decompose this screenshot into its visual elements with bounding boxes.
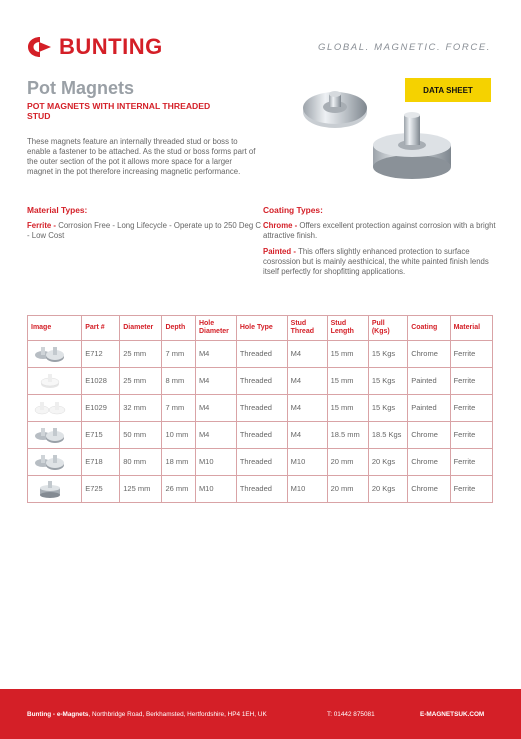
table-cell: 18 mm	[162, 449, 195, 476]
tagline: GLOBAL. MAGNETIC. FORCE.	[317, 42, 491, 53]
table-cell: M4	[287, 395, 327, 422]
column-header: Material	[450, 316, 492, 341]
table-cell: Chrome	[408, 476, 450, 503]
table-row	[28, 449, 493, 476]
table-cell: Chrome	[408, 449, 450, 476]
page-subtitle: POT MAGNETS WITH INTERNAL THREADED STUD	[27, 101, 211, 121]
column-header: Hole Diameter	[195, 316, 236, 341]
table-cell: 20 Kgs	[368, 449, 407, 476]
table-cell: M4	[287, 341, 327, 368]
table-cell: 15 mm	[327, 368, 368, 395]
coating-description: Offers excellent protection against corrosion with a bright attractive finish.	[263, 221, 496, 240]
footer-website-link[interactable]: E-MAGNETSUK.COM	[420, 711, 485, 718]
material-types-heading: Material Types:	[27, 205, 88, 215]
spec-table	[27, 315, 493, 503]
coating-types-heading: Coating Types:	[263, 205, 323, 215]
bunting-logo	[27, 32, 163, 62]
table-cell: E715	[82, 422, 120, 449]
table-cell: Ferrite	[450, 422, 492, 449]
table-cell: Threaded	[236, 368, 287, 395]
table-cell: Threaded	[236, 422, 287, 449]
intro-paragraph: These magnets feature an internally threaded stud or boss to enable a fastener to be attached. As the stud or boss forms part of the outer section of the pot it allows more space for a larger magnet in the pot therefore increasing magnetic performance.	[27, 137, 256, 176]
table-cell: M10	[195, 449, 236, 476]
brand-name: BUNTING	[59, 34, 163, 59]
table-cell: Threaded	[236, 341, 287, 368]
product-thumbnail	[28, 422, 82, 449]
table-row	[28, 395, 493, 422]
coating-item	[263, 247, 498, 277]
table-cell: M10	[195, 476, 236, 503]
table-cell: 7 mm	[162, 341, 195, 368]
table-cell: Ferrite	[450, 368, 492, 395]
table-cell: M10	[287, 476, 327, 503]
column-header: Hole Type	[236, 316, 287, 341]
footer-telephone: T: 01442 875081	[327, 711, 375, 718]
table-cell: E725	[82, 476, 120, 503]
table-cell: 20 Kgs	[368, 476, 407, 503]
table-cell: 18.5 Kgs	[368, 422, 407, 449]
footer	[0, 689, 521, 739]
table-row	[28, 422, 493, 449]
table-cell: E718	[82, 449, 120, 476]
product-thumbnail	[28, 341, 82, 368]
coating-name: Painted -	[263, 247, 299, 256]
table-cell: M4	[287, 368, 327, 395]
coating-name: Chrome -	[263, 221, 300, 230]
table-cell: E1028	[82, 368, 120, 395]
table-cell: M4	[287, 422, 327, 449]
table-cell: 7 mm	[162, 395, 195, 422]
table-row	[28, 341, 493, 368]
table-cell: 10 mm	[162, 422, 195, 449]
table-cell: Chrome	[408, 422, 450, 449]
table-cell: 125 mm	[120, 476, 162, 503]
table-row	[28, 368, 493, 395]
table-cell: Ferrite	[450, 395, 492, 422]
table-header-row	[28, 316, 493, 341]
table-cell: 50 mm	[120, 422, 162, 449]
table-cell: 15 Kgs	[368, 341, 407, 368]
column-header: Stud Length	[327, 316, 368, 341]
footer-address-text: , Northbridge Road, Berkhamsted, Hertfordshire, HP4 1EH, UK	[88, 711, 267, 718]
material-name: Ferrite -	[27, 221, 59, 230]
material-item	[27, 221, 262, 241]
table-cell: 25 mm	[120, 368, 162, 395]
coating-description: This offers slightly enhanced protection to surface cosrossion but is mainly aesthicical, the white painted finish lends itself perfectly for shopfitting applications.	[263, 247, 489, 276]
column-header: Pull (Kgs)	[368, 316, 407, 341]
table-cell: E712	[82, 341, 120, 368]
footer-company: Bunting - e-Magnets	[27, 711, 89, 718]
table-cell: Ferrite	[450, 476, 492, 503]
column-header: Stud Thread	[287, 316, 327, 341]
table-cell: Threaded	[236, 476, 287, 503]
table-cell: 80 mm	[120, 449, 162, 476]
data-sheet-badge: DATA SHEET	[405, 78, 491, 102]
table-cell: 15 Kgs	[368, 395, 407, 422]
table-cell: 8 mm	[162, 368, 195, 395]
column-header: Part #	[82, 316, 120, 341]
table-cell: 15 Kgs	[368, 368, 407, 395]
table-cell: M4	[195, 422, 236, 449]
table-cell: Chrome	[408, 341, 450, 368]
table-cell: Painted	[408, 395, 450, 422]
column-header: Image	[28, 316, 82, 341]
product-thumbnail	[28, 476, 82, 503]
table-cell: 15 mm	[327, 395, 368, 422]
column-header: Depth	[162, 316, 195, 341]
table-cell: 15 mm	[327, 341, 368, 368]
table-cell: Threaded	[236, 395, 287, 422]
coating-types-section	[263, 205, 498, 277]
table-cell: 18.5 mm	[327, 422, 368, 449]
table-row	[28, 476, 493, 503]
product-thumbnail	[28, 449, 82, 476]
column-header: Coating	[408, 316, 450, 341]
coating-item	[263, 221, 498, 241]
material-description: Corrosion Free - Long Lifecycle - Operate up to 250 Deg C - Low Cost	[27, 221, 262, 240]
bunting-mark-icon	[27, 36, 53, 58]
page-title: Pot Magnets	[27, 78, 135, 98]
table-cell: Ferrite	[450, 341, 492, 368]
column-header: Diameter	[120, 316, 162, 341]
table-cell: 32 mm	[120, 395, 162, 422]
table-cell: M4	[195, 341, 236, 368]
table-cell: 25 mm	[120, 341, 162, 368]
table-cell: 26 mm	[162, 476, 195, 503]
product-thumbnail	[28, 368, 82, 395]
table-cell: M10	[287, 449, 327, 476]
table-cell: Painted	[408, 368, 450, 395]
table-cell: M4	[195, 368, 236, 395]
table-cell: Ferrite	[450, 449, 492, 476]
table-cell: 20 mm	[327, 449, 368, 476]
product-thumbnail	[28, 395, 82, 422]
table-cell: Threaded	[236, 449, 287, 476]
table-cell: M4	[195, 395, 236, 422]
footer-address	[27, 711, 267, 718]
table-cell: 20 mm	[327, 476, 368, 503]
table-cell: E1029	[82, 395, 120, 422]
material-types-section	[27, 205, 262, 241]
